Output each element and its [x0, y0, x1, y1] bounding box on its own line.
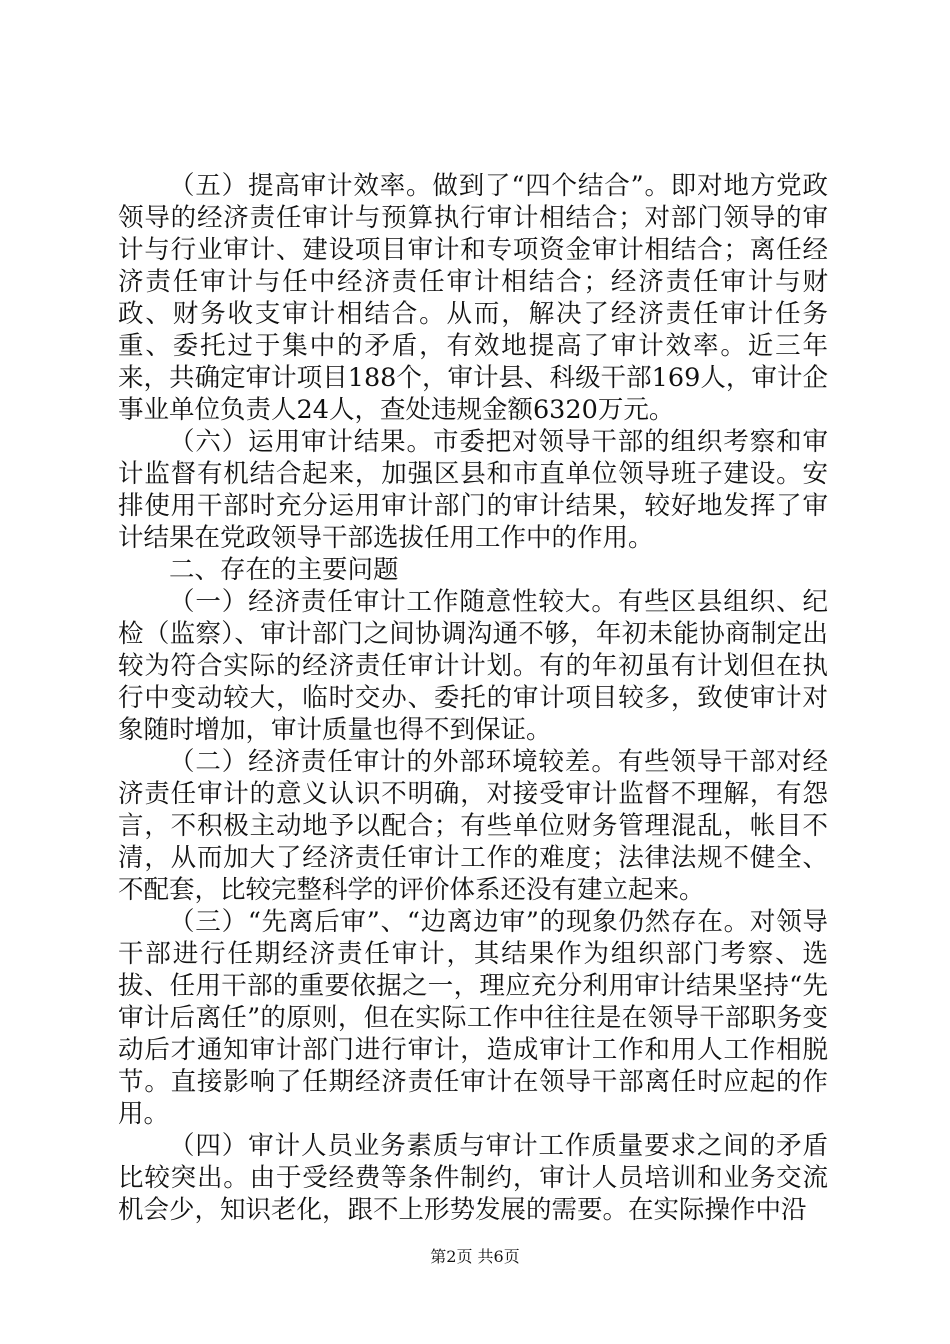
paragraph-problem-2: （二）经济责任审计的外部环境较差。有些领导干部对经济责任审计的意义认识不明确，对接受审计监督不理解，有怨言，不积极主动地予以配合；有些单位财务管理混乱，帐目不清，从而加大了经济责任审计工作的难度；法律法规不健全、不配套，比较完整科学的评价体系还没有建立起来。 [118, 747, 828, 905]
paragraph-problem-3: （三）“先离后审”、“边离边审”的现象仍然存在。对领导干部进行任期经济责任审计，其结果作为组织部门考察、选拔、任用干部的重要依据之一，理应充分利用审计结果坚持“先审计后离任”的原则，但在实际工作中往往是在领导干部职务变动后才通知审计部门进行审计，造成审计工作和用人工作相脱节。直接影响了任期经济责任审计在领导干部离任时应起的作用。 [118, 907, 828, 1129]
paragraph-problem-1: （一）经济责任审计工作随意性较大。有些区县组织、纪检（监察）、审计部门之间协调沟通不够，年初未能协商制定出较为符合实际的经济责任审计计划。有的年初虽有计划但在执行中变动较大，临时交办、委托的审计项目较多，致使审计对象随时增加，审计质量也得不到保证。 [118, 587, 828, 745]
page-footer: 第2页 共6页 [430, 1247, 520, 1266]
document-body [118, 170, 828, 1226]
paragraph-problem-4: （四）审计人员业务素质与审计工作质量要求之间的矛盾比较突出。由于受经费等条件制约，审计人员培训和业务交流机会少，知识老化，跟不上形势发展的需要。在实际操作中沿 [118, 1131, 828, 1225]
section-heading-problems: 二、存在的主要问题 [169, 555, 399, 585]
paragraph-efficiency: （五）提高审计效率。做到了“四个结合”。即对地方党政领导的经济责任审计与预算执行审计相结合；对部门领导的审计与行业审计、建设项目审计和专项资金审计相结合；离任经济责任审计与任中经济责任审计相结合；经济责任审计与财政、财务收支审计相结合。从而，解决了经济责任审计任务重、委托过于集中的矛盾，有效地提高了审计效率。近三年来，共确定审计项目188个，审计县、科级干部169人，审计企事业单位负责人24人，查处违规金额6320万元。 [118, 171, 828, 425]
paragraph-audit-results: （六）运用审计结果。市委把对领导干部的组织考察和审计监督有机结合起来，加强区县和市直单位领导班子建设。安排使用干部时充分运用审计部门的审计结果，较好地发挥了审计结果在党政领导干部选拔任用工作中的作用。 [118, 427, 828, 553]
